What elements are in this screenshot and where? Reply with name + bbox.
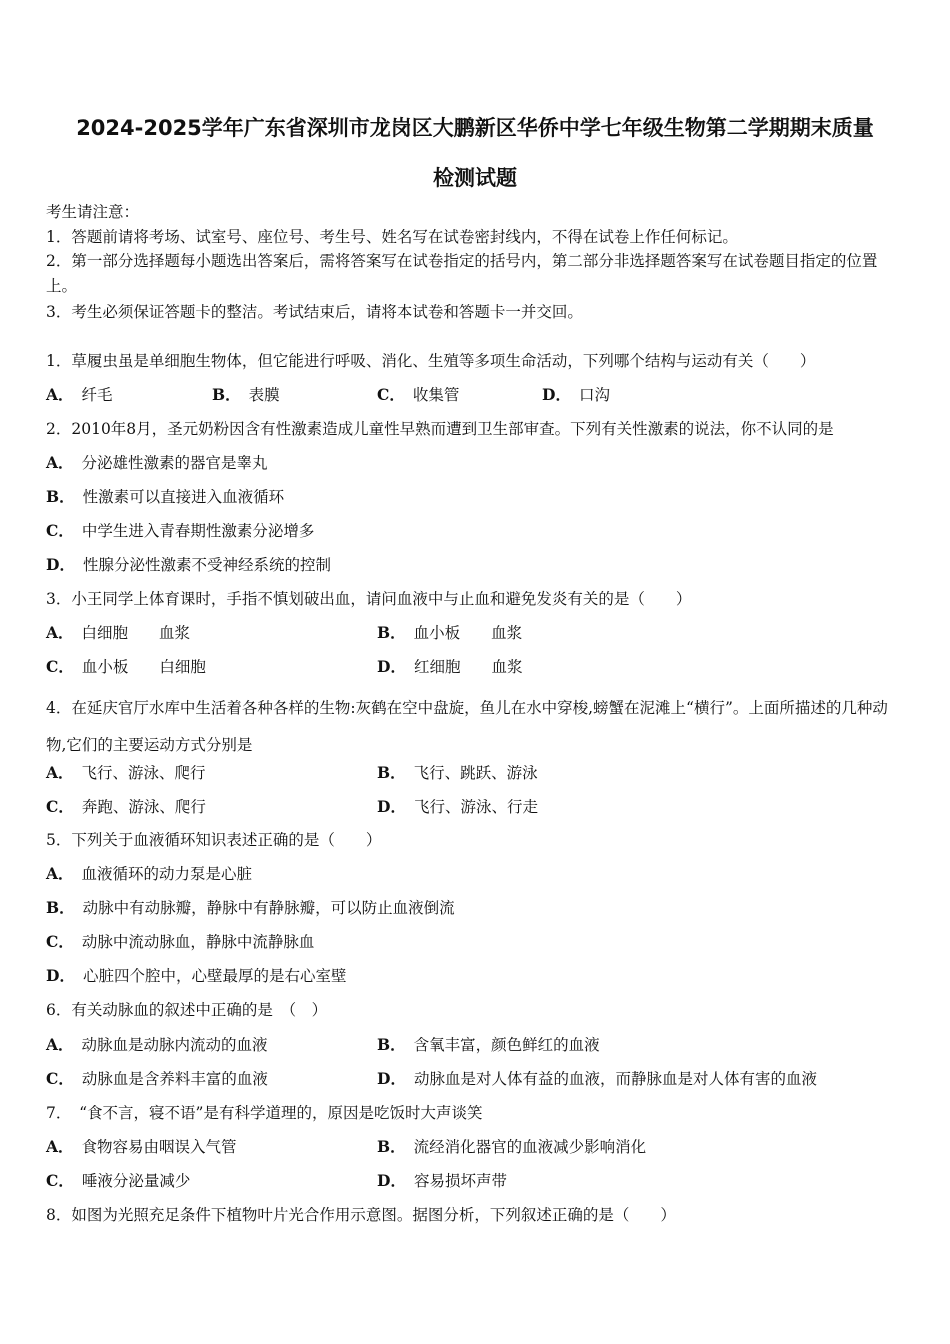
option-text: 红细胞 血浆 bbox=[413, 658, 523, 676]
question-6-option-c[interactable] bbox=[46, 1069, 268, 1089]
question-2-option-c[interactable] bbox=[46, 521, 906, 541]
option-text: 口沟 bbox=[578, 386, 610, 404]
option-text: 唾液分泌量减少 bbox=[81, 1172, 191, 1190]
question-5-option-b[interactable] bbox=[46, 898, 906, 918]
option-text: 心脏四个腔中，心壁最厚的是右心室壁 bbox=[82, 967, 347, 985]
option-label: A． bbox=[46, 763, 74, 782]
question-7-option-a[interactable] bbox=[46, 1137, 237, 1157]
question-1-option-b[interactable] bbox=[212, 385, 280, 405]
question-1-option-c[interactable] bbox=[377, 385, 459, 405]
option-text: 性激素可以直接进入血液循环 bbox=[82, 488, 285, 506]
question-7-option-d[interactable] bbox=[377, 1171, 507, 1191]
option-text: 含氧丰富，颜色鲜红的血液 bbox=[413, 1036, 600, 1054]
question-4-option-c[interactable] bbox=[46, 797, 206, 817]
question-7-option-c[interactable] bbox=[46, 1171, 190, 1191]
option-label: B． bbox=[46, 487, 75, 506]
option-label: B． bbox=[212, 385, 241, 404]
option-label: A． bbox=[46, 864, 74, 883]
option-text: 血小板 白细胞 bbox=[81, 658, 206, 676]
option-label: C． bbox=[46, 657, 74, 676]
question-1-option-a[interactable] bbox=[46, 385, 113, 405]
option-text: 动脉血是含养料丰富的血液 bbox=[81, 1070, 268, 1088]
option-label: A． bbox=[46, 453, 74, 472]
option-label: C． bbox=[46, 932, 74, 951]
option-label: A． bbox=[46, 1137, 74, 1156]
question-7-stem: 7． “食不言，寝不语”是有科学道理的，原因是吃饭时大声谈笑 bbox=[46, 1104, 483, 1122]
option-label: A． bbox=[46, 623, 74, 642]
question-4-stem: 4．在延庆官厅水库中生活着各种各样的生物:灰鹤在空中盘旋，鱼儿在水中穿梭,螃蟹在泥滩上“横行”。上面所描述的几种动物,它们的主要运动方式分别是 bbox=[46, 699, 888, 754]
question-7-option-b[interactable] bbox=[377, 1137, 646, 1157]
option-label: D． bbox=[377, 1069, 406, 1088]
notice-heading: 考生请注意： bbox=[46, 203, 140, 221]
option-label: B． bbox=[377, 763, 406, 782]
question-3-option-b[interactable] bbox=[377, 623, 522, 643]
option-text: 动脉中流动脉血，静脉中流静脉血 bbox=[81, 933, 315, 951]
notice-item-2: 2．第一部分选择题每小题选出答案后，需将答案写在试卷指定的括号内，第二部分非选择题答案写在试卷题目指定的位置上。 bbox=[46, 252, 878, 295]
question-5-option-d[interactable] bbox=[46, 966, 906, 986]
option-text: 白细胞 血浆 bbox=[81, 624, 191, 642]
option-label: C． bbox=[46, 1171, 74, 1190]
option-label: A． bbox=[46, 1035, 74, 1054]
option-text: 中学生进入青春期性激素分泌增多 bbox=[81, 522, 315, 540]
option-text: 血小板 血浆 bbox=[413, 624, 523, 642]
option-text: 奔跑、游泳、爬行 bbox=[81, 798, 206, 816]
option-text: 动脉中有动脉瓣，静脉中有静脉瓣，可以防止血液倒流 bbox=[82, 899, 455, 917]
option-label: B． bbox=[377, 1035, 406, 1054]
question-4-option-a[interactable] bbox=[46, 763, 206, 783]
option-text: 飞行、跳跃、游泳 bbox=[413, 764, 538, 782]
question-3-option-c[interactable] bbox=[46, 657, 206, 677]
option-text: 飞行、游泳、行走 bbox=[413, 798, 538, 816]
question-2-option-b[interactable] bbox=[46, 487, 906, 507]
question-6-option-d[interactable] bbox=[377, 1069, 817, 1089]
option-label: D． bbox=[542, 385, 571, 404]
question-5-stem: 5．下列关于血液循环知识表述正确的是（ ） bbox=[46, 831, 382, 849]
option-text: 容易损坏声带 bbox=[413, 1172, 507, 1190]
option-text: 性腺分泌性激素不受神经系统的控制 bbox=[82, 556, 331, 574]
option-label: D． bbox=[46, 555, 75, 574]
question-6-option-b[interactable] bbox=[377, 1035, 600, 1055]
question-5-option-c[interactable] bbox=[46, 932, 906, 952]
question-3-option-d[interactable] bbox=[377, 657, 522, 677]
question-2-option-a[interactable] bbox=[46, 453, 906, 473]
option-label: B． bbox=[377, 1137, 406, 1156]
question-1-stem: 1．草履虫虽是单细胞生物体，但它能进行呼吸、消化、生殖等多项生命活动，下列哪个结构与运动有关（ ） bbox=[46, 352, 816, 370]
question-6-option-a[interactable] bbox=[46, 1035, 268, 1055]
option-label: B． bbox=[377, 623, 406, 642]
question-1-option-d[interactable] bbox=[542, 385, 610, 405]
question-4-option-b[interactable] bbox=[377, 763, 538, 783]
exam-title-line1: 2024-2025学年广东省深圳市龙岗区大鹏新区华侨中学七年级生物第二学期期末质量 bbox=[76, 116, 874, 140]
notice-item-1: 1．答题前请将考场、试室号、座位号、考生号、姓名写在试卷密封线内，不得在试卷上作任何标记。 bbox=[46, 228, 738, 246]
option-label: D． bbox=[377, 797, 406, 816]
option-label: A． bbox=[46, 385, 74, 404]
option-text: 纤毛 bbox=[81, 386, 113, 404]
question-2-option-d[interactable] bbox=[46, 555, 906, 575]
option-label: D． bbox=[46, 966, 75, 985]
question-3-stem: 3．小王同学上体育课时，手指不慎划破出血，请问血液中与止血和避免发炎有关的是（ ） bbox=[46, 590, 692, 608]
option-text: 表膜 bbox=[248, 386, 280, 404]
option-text: 动脉血是动脉内流动的血液 bbox=[81, 1036, 268, 1054]
question-4-option-d[interactable] bbox=[377, 797, 538, 817]
option-text: 食物容易由咽误入气管 bbox=[81, 1138, 237, 1156]
question-6-stem: 6．有关动脉血的叙述中正确的是 （ ） bbox=[46, 1001, 328, 1019]
option-label: C． bbox=[46, 797, 74, 816]
question-3-option-a[interactable] bbox=[46, 623, 190, 643]
exam-title-line2: 检测试题 bbox=[433, 166, 517, 190]
notice-item-3: 3．考生必须保证答题卡的整洁。考试结束后，请将本试卷和答题卡一并交回。 bbox=[46, 303, 583, 321]
option-label: D． bbox=[377, 657, 406, 676]
option-text: 流经消化器官的血液减少影响消化 bbox=[413, 1138, 647, 1156]
question-2-stem: 2．2010年8月，圣元奶粉因含有性激素造成儿童性早熟而遭到卫生部审查。下列有关性激素的说法，你不认同的是 bbox=[46, 420, 834, 438]
option-label: C． bbox=[46, 521, 74, 540]
question-5-option-a[interactable] bbox=[46, 864, 906, 884]
option-label: D． bbox=[377, 1171, 406, 1190]
option-label: C． bbox=[46, 1069, 74, 1088]
question-8-stem: 8．如图为光照充足条件下植物叶片光合作用示意图。据图分析，下列叙述正确的是（ ） bbox=[46, 1206, 676, 1224]
option-label: B． bbox=[46, 898, 75, 917]
option-text: 飞行、游泳、爬行 bbox=[81, 764, 206, 782]
option-label: C． bbox=[377, 385, 405, 404]
option-text: 收集管 bbox=[412, 386, 460, 404]
option-text: 分泌雄性激素的器官是睾丸 bbox=[81, 454, 268, 472]
option-text: 血液循环的动力泵是心脏 bbox=[81, 865, 253, 883]
option-text: 动脉血是对人体有益的血液，而静脉血是对人体有害的血液 bbox=[413, 1070, 817, 1088]
